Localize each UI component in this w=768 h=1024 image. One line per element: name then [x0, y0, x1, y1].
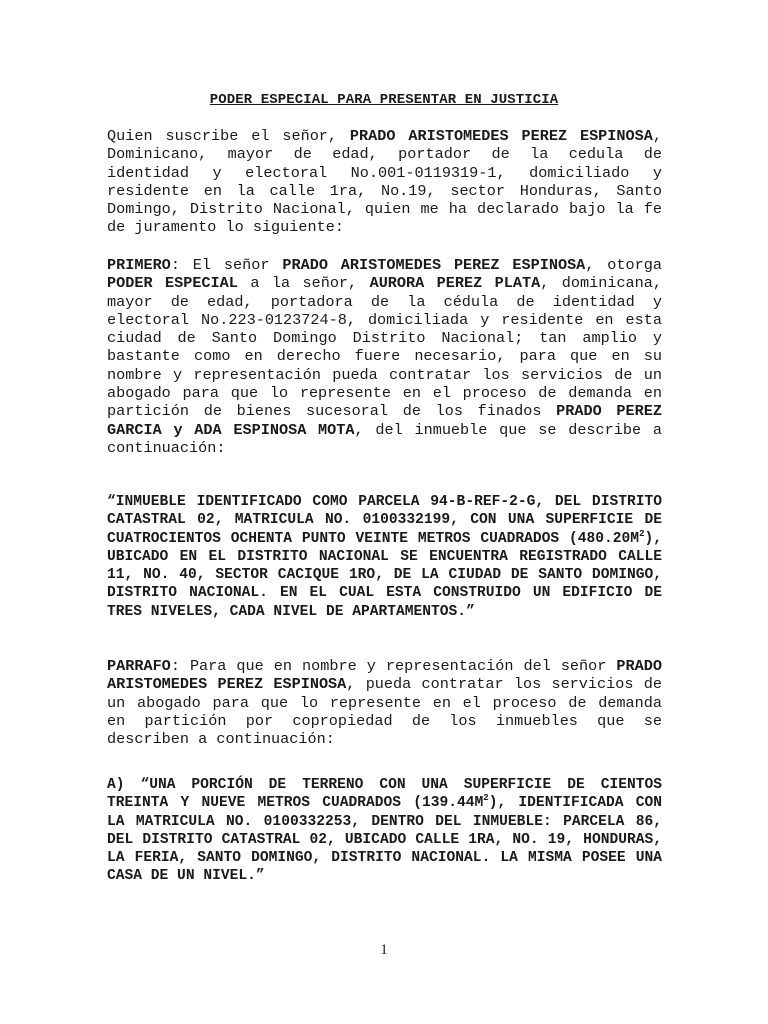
parrafo-label: PARRAFO — [107, 657, 171, 675]
property-text-1: “INMUEBLE IDENTIFICADO COMO PARCELA 94-B-REF-2-G, DEL DISTRITO CATASTRAL 02, MATRICULA NO. 0100332199, CON UNA SUPERFICIE DE CUATROCIENTOS OCHENTA PUNTO VEINTE METROS CUADRADOS (480.20M — [107, 494, 662, 547]
primero-text-2: , otorga — [585, 256, 662, 274]
document-title: PODER ESPECIAL PARA PRESENTAR EN JUSTICIA — [209, 92, 559, 108]
property-a-text-2: ), IDENTIFICADA CON LA MATRICULA NO. 0100332253, DENTRO DEL INMUEBLE: PARCELA 86, DEL DISTRITO CATASTRAL 02, UBICADO CALLE 1RA, NO. 19, HONDURAS, LA FERIA, SANTO DOMINGO, DISTRITO NACIONAL. LA MISMA POSEE UNA CASA DE UN NIVEL.” — [107, 795, 662, 885]
paragraph-property-description — [107, 493, 662, 621]
page-number: 1 — [380, 942, 388, 958]
paragraph-parrafo — [107, 657, 662, 748]
parrafo-grantor-name: PRADO ARISTOMEDES PEREZ ESPINOSA — [107, 657, 662, 694]
primero-label: PRIMERO — [107, 256, 171, 274]
intro-text-1: Quien suscribe el señor, — [107, 127, 350, 145]
primero-grantor-name: PRADO ARISTOMEDES PEREZ ESPINOSA — [282, 256, 586, 274]
deceased-name-1: PRADO PEREZ GARCIA — [107, 402, 662, 439]
paragraph-primero — [107, 256, 662, 457]
attorney-name: AURORA PEREZ PLATA — [369, 274, 541, 293]
parrafo-text-1: : Para que en nombre y representación del señor — [170, 657, 617, 675]
paragraph-intro — [107, 127, 662, 237]
primero-text-5 — [162, 421, 174, 439]
primero-text-3: a la señor, — [237, 274, 370, 293]
property-a-text-1: A) “UNA PORCIÓN DE TERRENO CON UNA SUPERFICIE DE CIENTOS TREINTA Y NUEVE METROS CUADRADOS (139.44M — [107, 777, 662, 812]
intro-text-2: , Dominicano, mayor de edad, portador de la cedula de identidad y electoral No.001-0119319-1, domiciliado y residente en la calle 1ra, No.19, sector Honduras, Santo Domingo, Distrito Nacional, quien me ha declarado bajo la fe de juramento lo siguiente: — [107, 127, 662, 237]
superscript: 2 — [639, 528, 645, 539]
primero-text-4: , dominicana, mayor de edad, portadora de la cédula de identidad y electoral No.223-0123724-8, domiciliada y residente en esta ciudad de Santo Domingo Distrito Nacional; tan amplio y bastante como en derecho fuere necesario, para que en su nombre y representación pueda contratar los servicios de un abogado para que lo represente en el proceso de demanda en partición de bienes sucesoral de los finados — [107, 274, 663, 421]
deceased-name-2: y ADA ESPINOSA MOTA — [173, 420, 355, 439]
parrafo-text-2: , pueda contratar los servicios de un abogado para que lo represente en el proceso de demanda en partición por copropiedad de los inmuebles que se describen a continuación: — [107, 675, 662, 749]
grantor-name: PRADO ARISTOMEDES PEREZ ESPINOSA — [349, 127, 653, 145]
superscript: 2 — [483, 793, 489, 804]
property-text-2: ), UBICADO EN EL DISTRITO NACIONAL SE ENCUENTRA REGISTRADO CALLE 11, NO. 40, SECTOR CACIQUE 1RO, DE LA CIUDAD DE SANTO DOMINGO, DISTRITO NACIONAL. EN EL CUAL ESTA CONSTRUIDO UN EDIFICIO DE TRES NIVELES, CADA NIVEL DE APARTAMENTOS.” — [107, 530, 662, 620]
poder-especial-label: PODER ESPECIAL — [107, 274, 238, 293]
primero-text-1: : El señor — [170, 256, 283, 274]
primero-text-6: , del inmueble que se describe a continuación: — [107, 420, 662, 457]
paragraph-property-a — [107, 776, 662, 886]
